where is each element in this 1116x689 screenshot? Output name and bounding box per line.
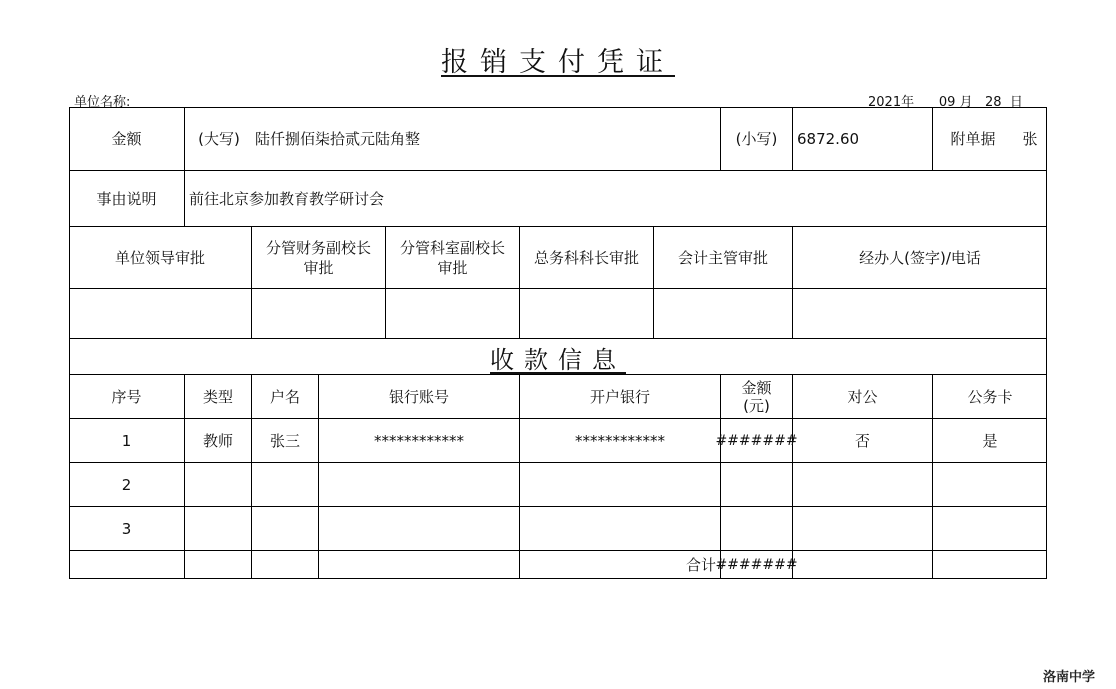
date-day: 28 [985, 95, 1002, 110]
total-label: 合计 [520, 551, 721, 579]
approval-header-dept-vp: 分管科室副校长 审批 [386, 227, 520, 289]
date-year: 2021年 [868, 95, 915, 110]
document-title: 报销支付凭证 [441, 47, 675, 78]
date-month: 09 [938, 95, 956, 110]
table-cell[interactable] [933, 507, 1047, 551]
attachments-label: 附单据 [933, 107, 1013, 171]
reason-value: 前往北京参加教育教学研讨会 [185, 171, 1047, 227]
attachments-unit: 张 [1013, 107, 1047, 171]
table-cell: 教师 [185, 419, 252, 463]
total-empty-name [252, 551, 319, 579]
amount-lower-value: 6872.60 [793, 107, 933, 171]
payee-header-type: 类型 [185, 375, 252, 419]
table-cell[interactable] [252, 463, 319, 507]
total-empty-account [319, 551, 520, 579]
amount-upper-label: (大写) [185, 107, 253, 171]
approval-divider [69, 338, 1047, 339]
table-cell[interactable] [520, 463, 721, 507]
approval-sign-finance-vp[interactable] [252, 289, 386, 339]
amount-lower-label: (小写) [721, 107, 793, 171]
payee-header-index: 序号 [69, 375, 185, 419]
approval-sign-accounting[interactable] [654, 289, 793, 339]
table-cell: ************ [520, 419, 721, 463]
total-empty-type [185, 551, 252, 579]
approval-header-handler: 经办人(签字)/电话 [793, 227, 1047, 289]
table-cell[interactable] [319, 507, 520, 551]
total-empty-corporate [793, 551, 933, 579]
table-cell: 3 [69, 507, 185, 551]
table-cell: ************ [319, 419, 520, 463]
approval-header-finance-vp: 分管财务副校长 审批 [252, 227, 386, 289]
table-cell: 2 [69, 463, 185, 507]
amount-upper-value: 陆仟捌佰柒拾贰元陆角整 [251, 107, 721, 171]
total-empty-card [933, 551, 1047, 579]
table-cell[interactable] [185, 463, 252, 507]
table-cell: ####### [721, 419, 793, 463]
approval-sign-unit-leader[interactable] [69, 289, 252, 339]
payee-header-amount: 金额 (元) [721, 375, 793, 419]
total-value: ####### [721, 551, 793, 579]
approval-header-unit-leader: 单位领导审批 [69, 227, 252, 289]
approval-sign-dept-vp[interactable] [386, 289, 520, 339]
approval-header-general-affairs: 总务科科长审批 [520, 227, 654, 289]
reason-label: 事由说明 [69, 171, 185, 227]
payee-header-bank: 开户银行 [520, 375, 721, 419]
date-month-unit: 月 [959, 95, 973, 110]
unit-name-label: 单位名称: [74, 95, 131, 110]
table-cell[interactable] [933, 463, 1047, 507]
payee-header-corporate: 对公 [793, 375, 933, 419]
table-cell[interactable] [793, 463, 933, 507]
payee-header-official-card: 公务卡 [933, 375, 1047, 419]
table-cell: 是 [933, 419, 1047, 463]
table-cell[interactable] [185, 507, 252, 551]
table-cell[interactable] [520, 507, 721, 551]
table-cell[interactable] [721, 463, 793, 507]
total-empty-index [69, 551, 185, 579]
payee-header-account-name: 户名 [252, 375, 319, 419]
watermark-logo: 洛南中学 [1043, 670, 1096, 685]
payee-header-bank-account: 银行账号 [319, 375, 520, 419]
table-cell: 张三 [252, 419, 319, 463]
table-cell[interactable] [793, 507, 933, 551]
amount-label: 金额 [69, 107, 185, 171]
table-cell: 1 [69, 419, 185, 463]
approval-header-accounting: 会计主管审批 [654, 227, 793, 289]
date-day-unit: 日 [1009, 95, 1023, 110]
table-cell[interactable] [721, 507, 793, 551]
approval-sign-general-affairs[interactable] [520, 289, 654, 339]
payee-section-title: 收款信息 [490, 345, 626, 374]
table-cell: 否 [793, 419, 933, 463]
table-cell[interactable] [252, 507, 319, 551]
table-cell[interactable] [319, 463, 520, 507]
approval-sign-handler[interactable] [793, 289, 1047, 339]
